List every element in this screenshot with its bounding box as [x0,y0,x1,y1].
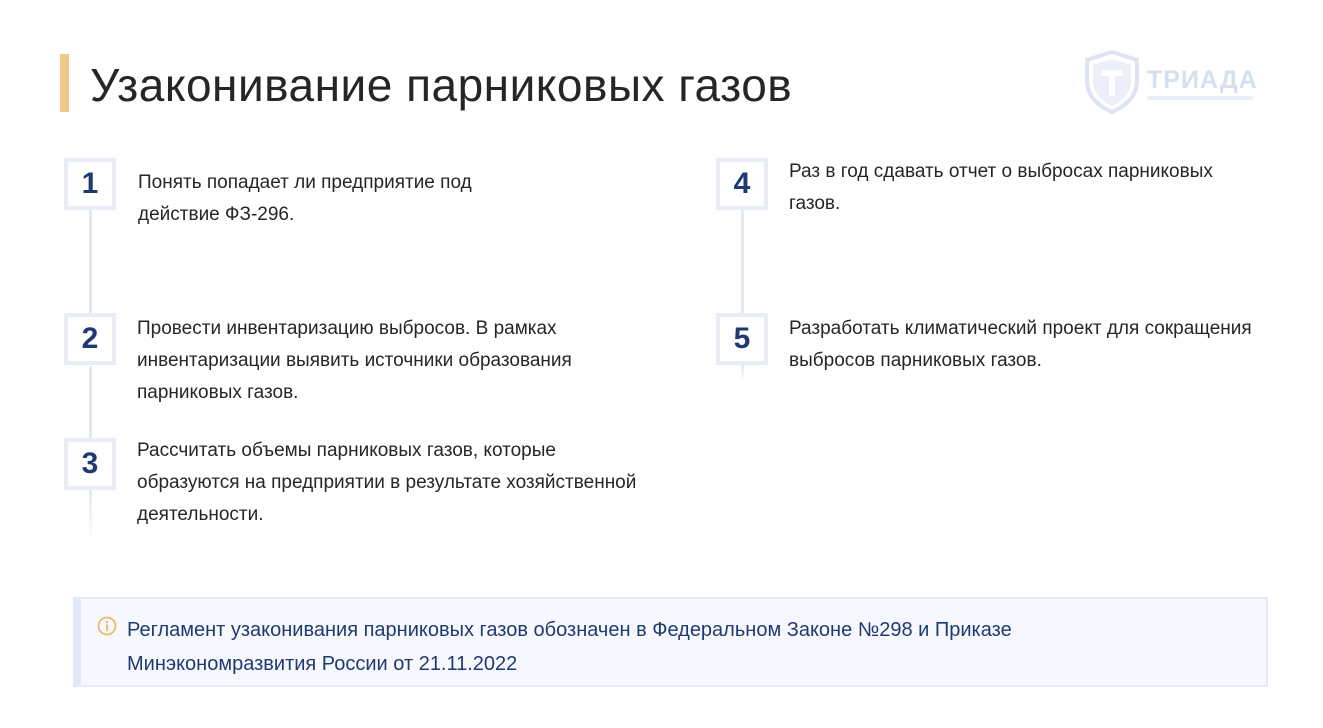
step-text-line: парниковых газов. [137,382,299,403]
step-text-line: Рассчитать объемы парниковых газов, которые [137,440,556,461]
legal-note-callout [73,597,1268,687]
step-number: 3 [81,447,99,480]
note-text [127,613,1247,681]
logo-wordmark: ТРИАДА [1147,66,1258,94]
triada-logo [1083,50,1263,114]
timeline-connector [89,208,92,314]
step-text-line: инвентаризации выявить источники образования [137,350,572,371]
step-text-line: Провести инвентаризацию выбросов. В рамках [137,318,557,339]
shield-logo-icon [1083,50,1141,114]
step-text-line: Понять попадает ли предприятие под [138,172,472,193]
step-text [137,313,667,409]
step-text-line: Раз в год сдавать отчет о выбросах парниковых [789,161,1213,182]
step-number: 4 [733,167,751,200]
step-number: 1 [81,167,99,200]
step-text [137,435,677,531]
step-number-box [64,158,116,210]
step-number-box [64,438,116,490]
note-text-line: Регламент узаконивания парниковых газов обозначен в Федеральном Законе №298 и Приказе [127,619,1012,641]
timeline-connector [741,208,744,314]
step-text [789,156,1289,220]
title-accent-bar [60,54,69,112]
logo-tagline-line [1147,96,1253,100]
step-text [789,313,1309,377]
timeline-connector [741,364,744,382]
info-circle-icon [97,616,117,636]
timeline-connector [89,490,92,542]
page-title: Узаконивание парниковых газов [90,59,793,111]
step-text [138,167,658,231]
step-number-box [64,313,116,365]
step-text-line: газов. [789,193,841,214]
step-number: 5 [733,322,751,355]
note-text-line: Минэкономразвития России от 21.11.2022 [127,653,518,675]
step-text-line: деятельности. [137,504,264,525]
step-number: 2 [81,322,99,355]
step-text-line: выбросов парниковых газов. [789,350,1042,371]
step-text-line: действие ФЗ-296. [138,204,295,225]
step-number-box [716,158,768,210]
step-text-line: образуются на предприятии в результате хозяйственной [137,472,637,493]
step-number-box [716,313,768,365]
step-text-line: Разработать климатический проект для сокращения [789,318,1252,339]
timeline-connector [89,366,92,438]
